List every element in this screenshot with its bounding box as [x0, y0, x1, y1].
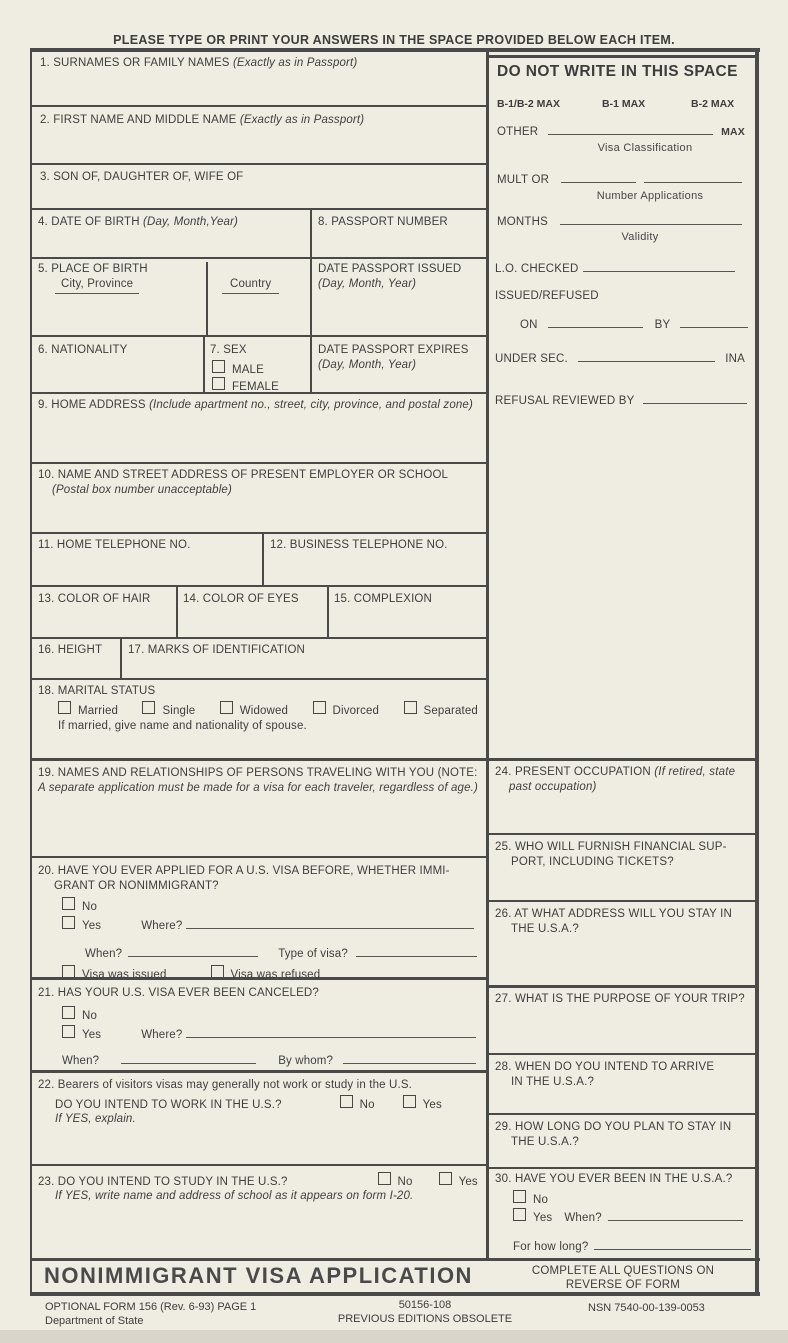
other-label: OTHER — [497, 126, 539, 138]
rule — [487, 1053, 755, 1055]
field-5-city-province-header: City, Province — [55, 277, 139, 294]
scan-edge-strip — [0, 1330, 788, 1343]
field-1-label: 1. SURNAMES OR FAMILY NAMES (Exactly as in Passport) — [40, 57, 358, 69]
rule — [30, 335, 487, 337]
sex-male-label: MALE — [232, 364, 264, 376]
f21-no-checkbox[interactable] — [62, 1006, 75, 1019]
rule — [30, 257, 487, 259]
f23-no-checkbox[interactable] — [378, 1172, 391, 1185]
rule — [487, 985, 755, 988]
field-28-label: 28. WHEN DO YOU INTEND TO ARRIVE IN THE U.S.A.? — [495, 1061, 715, 1088]
rule — [30, 1164, 487, 1166]
field-5-label: 5. PLACE OF BIRTH — [38, 263, 148, 275]
rule — [30, 1258, 760, 1261]
passport-expires-label: DATE PASSPORT EXPIRES (Day, Month, Year) — [318, 344, 469, 371]
field-19-note: A separate application must be made for a visa for each traveler, regardless of age.) — [38, 782, 478, 794]
f23-no-label: No — [397, 1176, 413, 1188]
ina-label: INA — [725, 353, 745, 365]
f20-type-line[interactable] — [356, 944, 477, 957]
number-applications-caption: Number Applications — [596, 190, 704, 202]
field-1-note: (Exactly as in Passport) — [232, 57, 358, 69]
field-27-label: 27. WHAT IS THE PURPOSE OF YOUR TRIP? — [495, 993, 745, 1005]
rule — [120, 637, 122, 678]
visa-classification-caption: Visa Classification — [597, 142, 693, 154]
marital-married-checkbox[interactable] — [58, 701, 71, 714]
rule — [30, 637, 487, 639]
field-10-label: 10. NAME AND STREET ADDRESS OF PRESENT EMPLOYER OR SCHOOL (Postal box number unacceptable) — [38, 469, 449, 496]
field-25-label: 25. WHO WILL FURNISH FINANCIAL SUP- PORT, INCLUDING TICKETS? — [495, 841, 727, 868]
field-23-note: If YES, write name and address of school as it appears on form I-20. — [55, 1190, 414, 1202]
f21-when-line[interactable] — [121, 1051, 256, 1064]
months-label: MONTHS — [497, 216, 549, 228]
f22-yes-checkbox[interactable] — [403, 1095, 416, 1108]
rule — [30, 163, 487, 165]
on-label: ON — [520, 319, 538, 331]
f21-no-label: No — [82, 1010, 98, 1022]
field-8-label: 8. PASSPORT NUMBER — [318, 216, 448, 228]
f21-bywhom-label: By whom? — [278, 1055, 334, 1067]
field-2-label: 2. FIRST NAME AND MIDDLE NAME (Exactly as in Passport) — [40, 114, 365, 126]
footer-stock-number: 50156-108 PREVIOUS EDITIONS OBSOLETE — [337, 1299, 513, 1325]
other-visa-line[interactable] — [548, 122, 713, 135]
field-14-label: 14. COLOR OF EYES — [183, 593, 299, 605]
passport-expires-note: (Day, Month, Year) — [318, 359, 417, 371]
field-29-label: 29. HOW LONG DO YOU PLAN TO STAY IN THE U.S.A.? — [495, 1121, 732, 1148]
rule — [487, 758, 755, 761]
lo-checked-label: L.O. CHECKED — [495, 263, 579, 275]
field-16-label: 16. HEIGHT — [38, 644, 103, 656]
field-6-label: 6. NATIONALITY — [38, 344, 128, 356]
field-21-question: 21. HAS YOUR U.S. VISA EVER BEEN CANCELED? — [38, 987, 319, 999]
rule — [487, 1167, 755, 1169]
mult-or-label: MULT OR — [497, 174, 550, 186]
field-3-label: 3. SON OF, DAUGHTER OF, WIFE OF — [40, 171, 244, 183]
rule — [327, 585, 329, 637]
f23-yes-label: Yes — [458, 1176, 478, 1188]
passport-issued-note: (Day, Month, Year) — [318, 278, 417, 290]
f23-yes-checkbox[interactable] — [439, 1172, 452, 1185]
f30-when-label: When? — [564, 1212, 602, 1224]
f20-refused-label: Visa was refused — [230, 969, 321, 981]
months-line[interactable] — [560, 212, 742, 225]
f20-no-label: No — [82, 901, 98, 913]
f20-when-label: When? — [85, 948, 123, 960]
f22-no-label: No — [359, 1099, 375, 1111]
sex-female-checkbox[interactable] — [212, 377, 225, 390]
marital-single-checkbox[interactable] — [142, 701, 155, 714]
rule — [30, 585, 487, 587]
f30-howlong-line[interactable] — [594, 1237, 751, 1250]
form-top-border — [30, 48, 760, 52]
marital-married — [58, 701, 118, 719]
f20-yes-checkbox[interactable] — [62, 916, 75, 929]
reverse-note: COMPLETE ALL QUESTIONS ON REVERSE OF FORM — [531, 1265, 715, 1291]
f30-no-checkbox[interactable] — [513, 1190, 526, 1203]
validity-caption: Validity — [621, 231, 659, 243]
marital-divorced — [313, 701, 380, 719]
lo-checked-line[interactable] — [583, 259, 735, 272]
marital-separated-checkbox[interactable] — [404, 701, 417, 714]
b1-max-label: B-1 MAX — [602, 98, 646, 110]
marital-widowed-checkbox[interactable] — [220, 701, 233, 714]
rule — [487, 55, 755, 58]
field-30-label: 30. HAVE YOU EVER BEEN IN THE U.S.A.? — [495, 1173, 733, 1185]
field-24-label: 24. PRESENT OCCUPATION (If retired, state past occupation) — [495, 766, 736, 793]
f30-when-line[interactable] — [608, 1208, 743, 1221]
field-5-country-header: Country — [222, 277, 279, 294]
rule — [30, 208, 487, 210]
rule — [30, 1070, 487, 1073]
rule — [30, 758, 487, 761]
field-18-label: 18. MARITAL STATUS — [38, 685, 156, 697]
f20-no-checkbox[interactable] — [62, 897, 75, 910]
f21-when-label: When? — [62, 1055, 100, 1067]
f20-yes-label: Yes — [82, 920, 102, 932]
rule — [30, 462, 487, 464]
rule — [206, 262, 208, 335]
form-instruction: PLEASE TYPE OR PRINT YOUR ANSWERS IN THE SPACE PROVIDED BELOW EACH ITEM. — [113, 33, 675, 47]
refusal-reviewed-label: REFUSAL REVIEWED BY — [495, 395, 635, 407]
field-22-question: DO YOU INTEND TO WORK IN THE U.S.? — [55, 1099, 282, 1111]
f22-no-checkbox[interactable] — [340, 1095, 353, 1108]
mult-line-2[interactable] — [644, 170, 742, 183]
f20-issued-label: Visa was issued — [82, 969, 167, 981]
field-10-note: (Postal box number unacceptable) — [52, 484, 232, 496]
f30-howlong-label: For how long? — [513, 1241, 589, 1253]
marital-widowed-label: Widowed — [239, 705, 289, 717]
f21-where-line[interactable] — [186, 1025, 476, 1038]
under-sec-label: UNDER SEC. — [495, 353, 568, 365]
rule — [487, 1113, 755, 1115]
form-left-border — [30, 48, 32, 1296]
field-13-label: 13. COLOR OF HAIR — [38, 593, 151, 605]
under-sec-line[interactable] — [578, 349, 715, 362]
sex-male-checkbox[interactable] — [212, 360, 225, 373]
footer-form-number: OPTIONAL FORM 156 (Rev. 6-93) PAGE 1 Department of State — [45, 1301, 257, 1327]
field-24-note: (If retired, state past occupation) — [509, 766, 736, 793]
f22-yes-label: Yes — [422, 1099, 442, 1111]
f30-yes-checkbox[interactable] — [513, 1208, 526, 1221]
f20-type-label: Type of visa? — [278, 948, 348, 960]
field-2-note: (Exactly as in Passport) — [239, 114, 365, 126]
b1b2-max-label: B-1/B-2 MAX — [497, 98, 561, 110]
field-23-question: 23. DO YOU INTEND TO STUDY IN THE U.S.? — [38, 1176, 288, 1188]
f20-where-line[interactable] — [186, 916, 474, 929]
rule — [176, 585, 178, 637]
rule — [30, 532, 487, 534]
f21-bywhom-line[interactable] — [343, 1051, 476, 1064]
marital-single-label: Single — [162, 705, 196, 717]
rule — [487, 900, 755, 902]
f20-where-label: Where? — [141, 920, 183, 932]
rule — [310, 208, 312, 392]
issued-on-line[interactable] — [548, 315, 643, 328]
f21-yes-label: Yes — [82, 1029, 102, 1041]
field-18-note: If married, give name and nationality of spouse. — [58, 720, 307, 732]
by-label: BY — [654, 319, 671, 331]
field-4-label: 4. DATE OF BIRTH (Day, Month,Year) — [38, 216, 239, 228]
f20-refused-checkbox[interactable] — [211, 965, 224, 978]
refusal-reviewed-line[interactable] — [643, 391, 748, 404]
marital-divorced-checkbox[interactable] — [313, 701, 326, 714]
f20-issued-checkbox[interactable] — [62, 965, 75, 978]
field-9-label: 9. HOME ADDRESS (Include apartment no., street, city, province, and postal zone) — [38, 399, 473, 411]
marital-divorced-label: Divorced — [332, 705, 380, 717]
marital-separated-label: Separated — [423, 705, 478, 717]
marital-married-label: Married — [78, 705, 119, 717]
issued-by-line[interactable] — [680, 315, 748, 328]
form-right-border — [755, 48, 759, 1296]
footer-nsn: NSN 7540-00-139-0053 — [588, 1302, 705, 1314]
field-19-label: 19. NAMES AND RELATIONSHIPS OF PERSONS TRAVELING WITH YOU (NOTE: A separate application must be made for a visa for each traveler, regardless of age.) — [38, 767, 478, 794]
do-not-write-title: DO NOT WRITE IN THIS SPACE — [497, 63, 738, 80]
f30-no-label: No — [533, 1194, 549, 1206]
field-15-label: 15. COMPLEXION — [334, 593, 432, 605]
rule — [30, 678, 487, 680]
field-22-note: If YES, explain. — [55, 1113, 136, 1125]
rule — [203, 335, 205, 392]
field-11-label: 11. HOME TELEPHONE NO. — [38, 539, 191, 551]
field-4-note: (Day, Month,Year) — [143, 216, 239, 228]
passport-issued-label: DATE PASSPORT ISSUED (Day, Month, Year) — [318, 263, 462, 290]
rule — [262, 532, 264, 585]
b2-max-label: B-2 MAX — [691, 98, 735, 110]
column-divider — [486, 48, 489, 1258]
marital-single — [142, 701, 195, 719]
other-max-label: MAX — [721, 126, 745, 138]
f20-when-line[interactable] — [128, 944, 258, 957]
field-9-note: (Include apartment no., street, city, province, and postal zone) — [149, 399, 473, 411]
marital-widowed — [220, 701, 288, 719]
rule — [30, 1292, 760, 1296]
field-26-label: 26. AT WHAT ADDRESS WILL YOU STAY IN THE U.S.A.? — [495, 908, 733, 935]
field-7-label: 7. SEX — [210, 344, 247, 356]
issued-refused-label: ISSUED/REFUSED — [495, 290, 599, 302]
f21-where-label: Where? — [141, 1029, 183, 1041]
sex-female-label: FEMALE — [232, 381, 279, 393]
rule — [30, 856, 487, 858]
mult-line-1[interactable] — [561, 170, 636, 183]
form-title: NONIMMIGRANT VISA APPLICATION — [44, 1263, 473, 1288]
f30-yes-label: Yes — [533, 1212, 553, 1224]
marital-separated — [404, 701, 478, 719]
field-12-label: 12. BUSINESS TELEPHONE NO. — [270, 539, 448, 551]
field-17-label: 17. MARKS OF IDENTIFICATION — [128, 644, 305, 656]
f21-yes-checkbox[interactable] — [62, 1025, 75, 1038]
field-22-intro: 22. Bearers of visitors visas may generally not work or study in the U.S. — [38, 1079, 412, 1091]
rule — [487, 833, 755, 835]
rule — [30, 105, 487, 107]
field-20-question: 20. HAVE YOU EVER APPLIED FOR A U.S. VISA BEFORE, WHETHER IMMI- GRANT OR NONIMMIGRANT? — [38, 865, 450, 892]
